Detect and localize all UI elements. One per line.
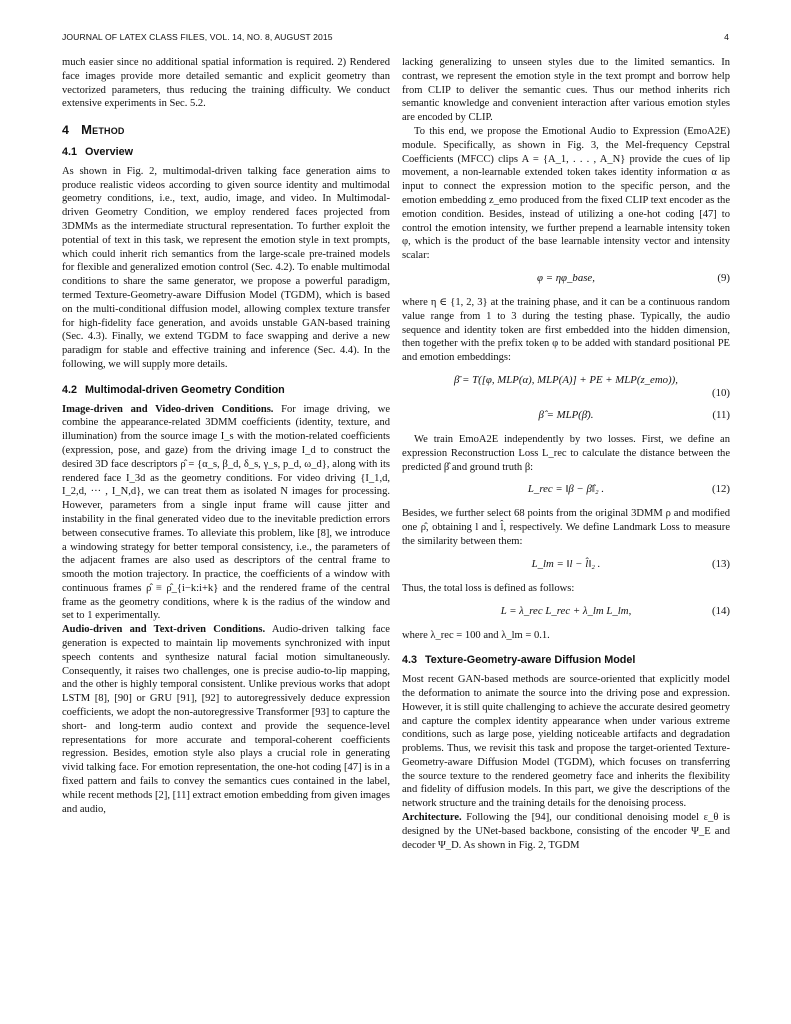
landmark-paragraph: Besides, we further select 68 points from the original 3DMM ρ and modified one ρ̂, obtaining l and l̂, respectively. We define Landmark Loss to measure the similarity between them:	[402, 508, 730, 547]
tgdm-paragraph: Most recent GAN-based methods are source-oriented that explicitly model the deformation to animate the source into the driving pose and expression. However, it is still quite challenging to achieve the accurate desired geometry and capture the complex identity appearance when under various extreme conditions, such as large pose, yielding noticeable artifacts and degradation problems. Thus, we revisit this task and propose the target-oriented Texture-Geometry-aware Diffusion Model (TGDM), which focuses on transferring the source texture to the rendered geometry face and inherits the flexibility and fidelity of diffusion models. In this part, we give the descriptions of the network structure and the training details for the denoising process.	[402, 674, 730, 810]
subsection-4-3-heading	[402, 654, 730, 668]
left-column	[62, 56, 390, 816]
paragraph-body: Following the [94], our conditional denoising model ε_θ is designed by the UNet-based backbone, consisting of the encoder Ψ_E and decoder Ψ_D. As shown in Fig. 2, TGDM	[402, 812, 730, 851]
paragraph-body: For image driving, we combine the appearance-related 3DMM coefficients (identity, texture, and illumination) from the source image I_s with the motion-related coefficients (expression, pose, and gaze) from the driving image I_d to construct the desired 3D face descriptors ρ̂ = {α_s, β_d, δ_s, γ_s, p_d, ω_d}, along with its rendered face I_3d as the geometry conditions. For video driving {I_1,d, I_2,d, ··· , I_N,d}, we can treat them as isolated N images for processing. However, parameters from a single input frame will cause jitter and instability in the final generated video due to the inevitable prediction errors between consecutive frames. To alleviate this problem, like [8], we introduce a windowing strategy for better temporal consistency, i.e., the parameters of the adjacent frames are also used as descriptors of the central frame to smooth the motion trajectory. In practice, the coefficients of a window with continuous frames ρ̂ ≡ ρ̂_{i−k:i+k} and the rendered frame of the central frame as the geometry conditions, where k is the radius of the window and set to 1 experimentally.	[62, 403, 391, 622]
subsection-number: 4.1	[62, 145, 78, 158]
subsection-4-2-heading	[62, 384, 390, 398]
section-number: 4	[62, 123, 70, 138]
overview-paragraph: As shown in Fig. 2, multimodal-driven talking face generation aims to produce realistic videos according to given source identity and multimodal geometry conditions, i.e., text, audio, image, and video. In Multimodal-driven Geometry Condition, we employ rendered faces projected from 3DMMs as the intermediate structural representation. To further exploit the potential of text in this task, we represent the emotion style in text prompts, which could inherit rich semantics from the large-scale pre-trained models for flexible and generalized emotion control (Sec. 4.2). To enable multimodal conditions to share the same generator, we propose a powerful paradigm, termed Texture-Geometry-aware Diffusion Model (TGDM), which is based on the multi-conditional diffusion model, allowing complex texture transfer for high-fidelity face generation, and avoids unstable GAN-based training (Sec. 4.3). Finally, we extend TGDM to face swapping and derive a new paradigm for stable and effective training and inference (Sec. 4.4). In the following, we will supply more details.	[62, 165, 390, 370]
run-in-heading: Audio-driven and Text-driven Conditions.	[62, 624, 266, 636]
audio-driven-paragraph	[62, 623, 390, 816]
equation-expression: φ = ηφ_base,	[537, 271, 595, 284]
subsection-title: Texture-Geometry-aware Diffusion Model	[425, 654, 636, 667]
journal-header: JOURNAL OF LATEX CLASS FILES, VOL. 14, NO. 8, AUGUST 2015	[62, 32, 333, 42]
equation-12	[402, 483, 730, 498]
equation-expression: L_lm = ‖l − l̂‖₂ .	[531, 557, 601, 570]
paragraph-body: Audio-driven talking face generation is expected to maintain lip movements synchronized with input speech contents and synthesize natural facial motion simultaneously. Consequently, it raises two challenges, one is precise audio-to-lip mapping, and the other is highly temporal consistent. Unlike previous works that adopt LSTM [8], [90] or GRU [91], [92] to autoregressively deduce expression coefficients, we adopt the non-autoregressive Transformer [93] to capture the short- and long-term audio context and provide the sequence-level representations for more accurate and temporal-coherent coefficients regression. Besides, emotion style also plays a crucial role in generating vivid talking face. For emotion representation, the one-hot coding [47] is in a fixed pattern and fails to convey the semantics cues contained in the label, while recent methods [2], [11] extract emotion embedding from given images and audio,	[62, 624, 390, 815]
training-paragraph	[402, 433, 730, 474]
subsection-number: 4.3	[402, 654, 418, 667]
run-in-heading: Image-driven and Video-driven Conditions.	[62, 403, 274, 415]
eta-paragraph: where η ∈ {1, 2, 3} at the training phase, and it can be a continuous random value range from 1 to 3 during the testing phase. Typically, the audio sequence and identity token are first embedded into the hidden dimension, then together with the prefix token φ to be added with standard positional PE and emotion embeddings:	[402, 296, 730, 364]
equation-10	[402, 374, 730, 400]
page-number: 4	[724, 32, 729, 42]
equation-14	[402, 605, 730, 620]
equation-expression: L_rec = ‖β − β̂‖₂ .	[527, 483, 605, 496]
lambda-paragraph: where λ_rec = 100 and λ_lm = 0.1.	[402, 629, 550, 641]
intro-paragraph: much easier since no additional spatial information is required. 2) Rendered face images provide more detailed semantic and explicit geometry than vectorized parameters, thus reducing the training difficulty. We conduct extensive experiments in Sec. 5.2.	[62, 57, 390, 110]
equation-number: (10)	[712, 386, 730, 399]
right-column	[402, 56, 730, 852]
paragraph-body: We train EmoA2E independently by two losses. First, we define an expression Reconstruction Loss L_rec to calculate the distance between the predicted β̂ and ground truth β:	[402, 433, 730, 473]
run-in-heading: Architecture.	[402, 812, 462, 824]
architecture-paragraph	[402, 811, 730, 852]
equation-number: (14)	[712, 604, 730, 617]
equation-number: (13)	[712, 557, 730, 570]
total-loss-paragraph: Thus, the total loss is defined as follows:	[402, 582, 575, 594]
emoa2e-paragraph: To this end, we propose the Emotional Audio to Expression (EmoA2E) module. Specifically, as shown in Fig. 3, the Mel-frequency Cepstral Coefficients (MFCC) clips A = {A_1, . . . , A_N} provide the cues of lip movement, a non-learnable extended token takes identity information α as input to connect the expression motion to the specific person, and the emotion embedding z_emo produced from the fixed CLIP text encoder as the emotion condition. Besides, instead of utilizing a one-hot coding [47] to control the emotion intensity, we further prepend a learnable intensity token φ, which is the product of the base learnable intensity vector and intensity scalar:	[402, 125, 730, 262]
section-4-heading	[62, 123, 390, 138]
subsection-4-1-heading	[62, 146, 390, 160]
equation-expression: L = λ_rec L_rec + λ_lm L_lm,	[500, 604, 632, 617]
equation-number: (9)	[717, 271, 730, 284]
equation-number: (12)	[712, 483, 730, 496]
equation-expression: β̄ = T([φ, MLP(α), MLP(A)] + PE + MLP(z_emo)),	[454, 373, 678, 386]
equation-13	[402, 558, 730, 573]
emotion-paragraph: lacking generalizing to unseen styles due to the limited semantics. In contrast, we represent the emotion style in the text prompt and borrow help from CLIP to deliver the semantic cues. Thus our method inherits rich semantic knowledge and convenient interaction after various emotion styles are encoded by CLIP.	[402, 57, 730, 124]
running-header	[62, 32, 729, 46]
subsection-title: Multimodal-driven Geometry Condition	[85, 383, 285, 396]
section-title: Method	[81, 122, 125, 138]
equation-number: (11)	[712, 408, 730, 421]
subsection-number: 4.2	[62, 383, 78, 396]
equation-11	[402, 409, 730, 424]
equation-9	[402, 272, 730, 287]
image-driven-paragraph	[62, 403, 390, 624]
equation-expression: β̂ = MLP(β̄).	[538, 408, 594, 421]
subsection-title: Overview	[85, 145, 134, 158]
